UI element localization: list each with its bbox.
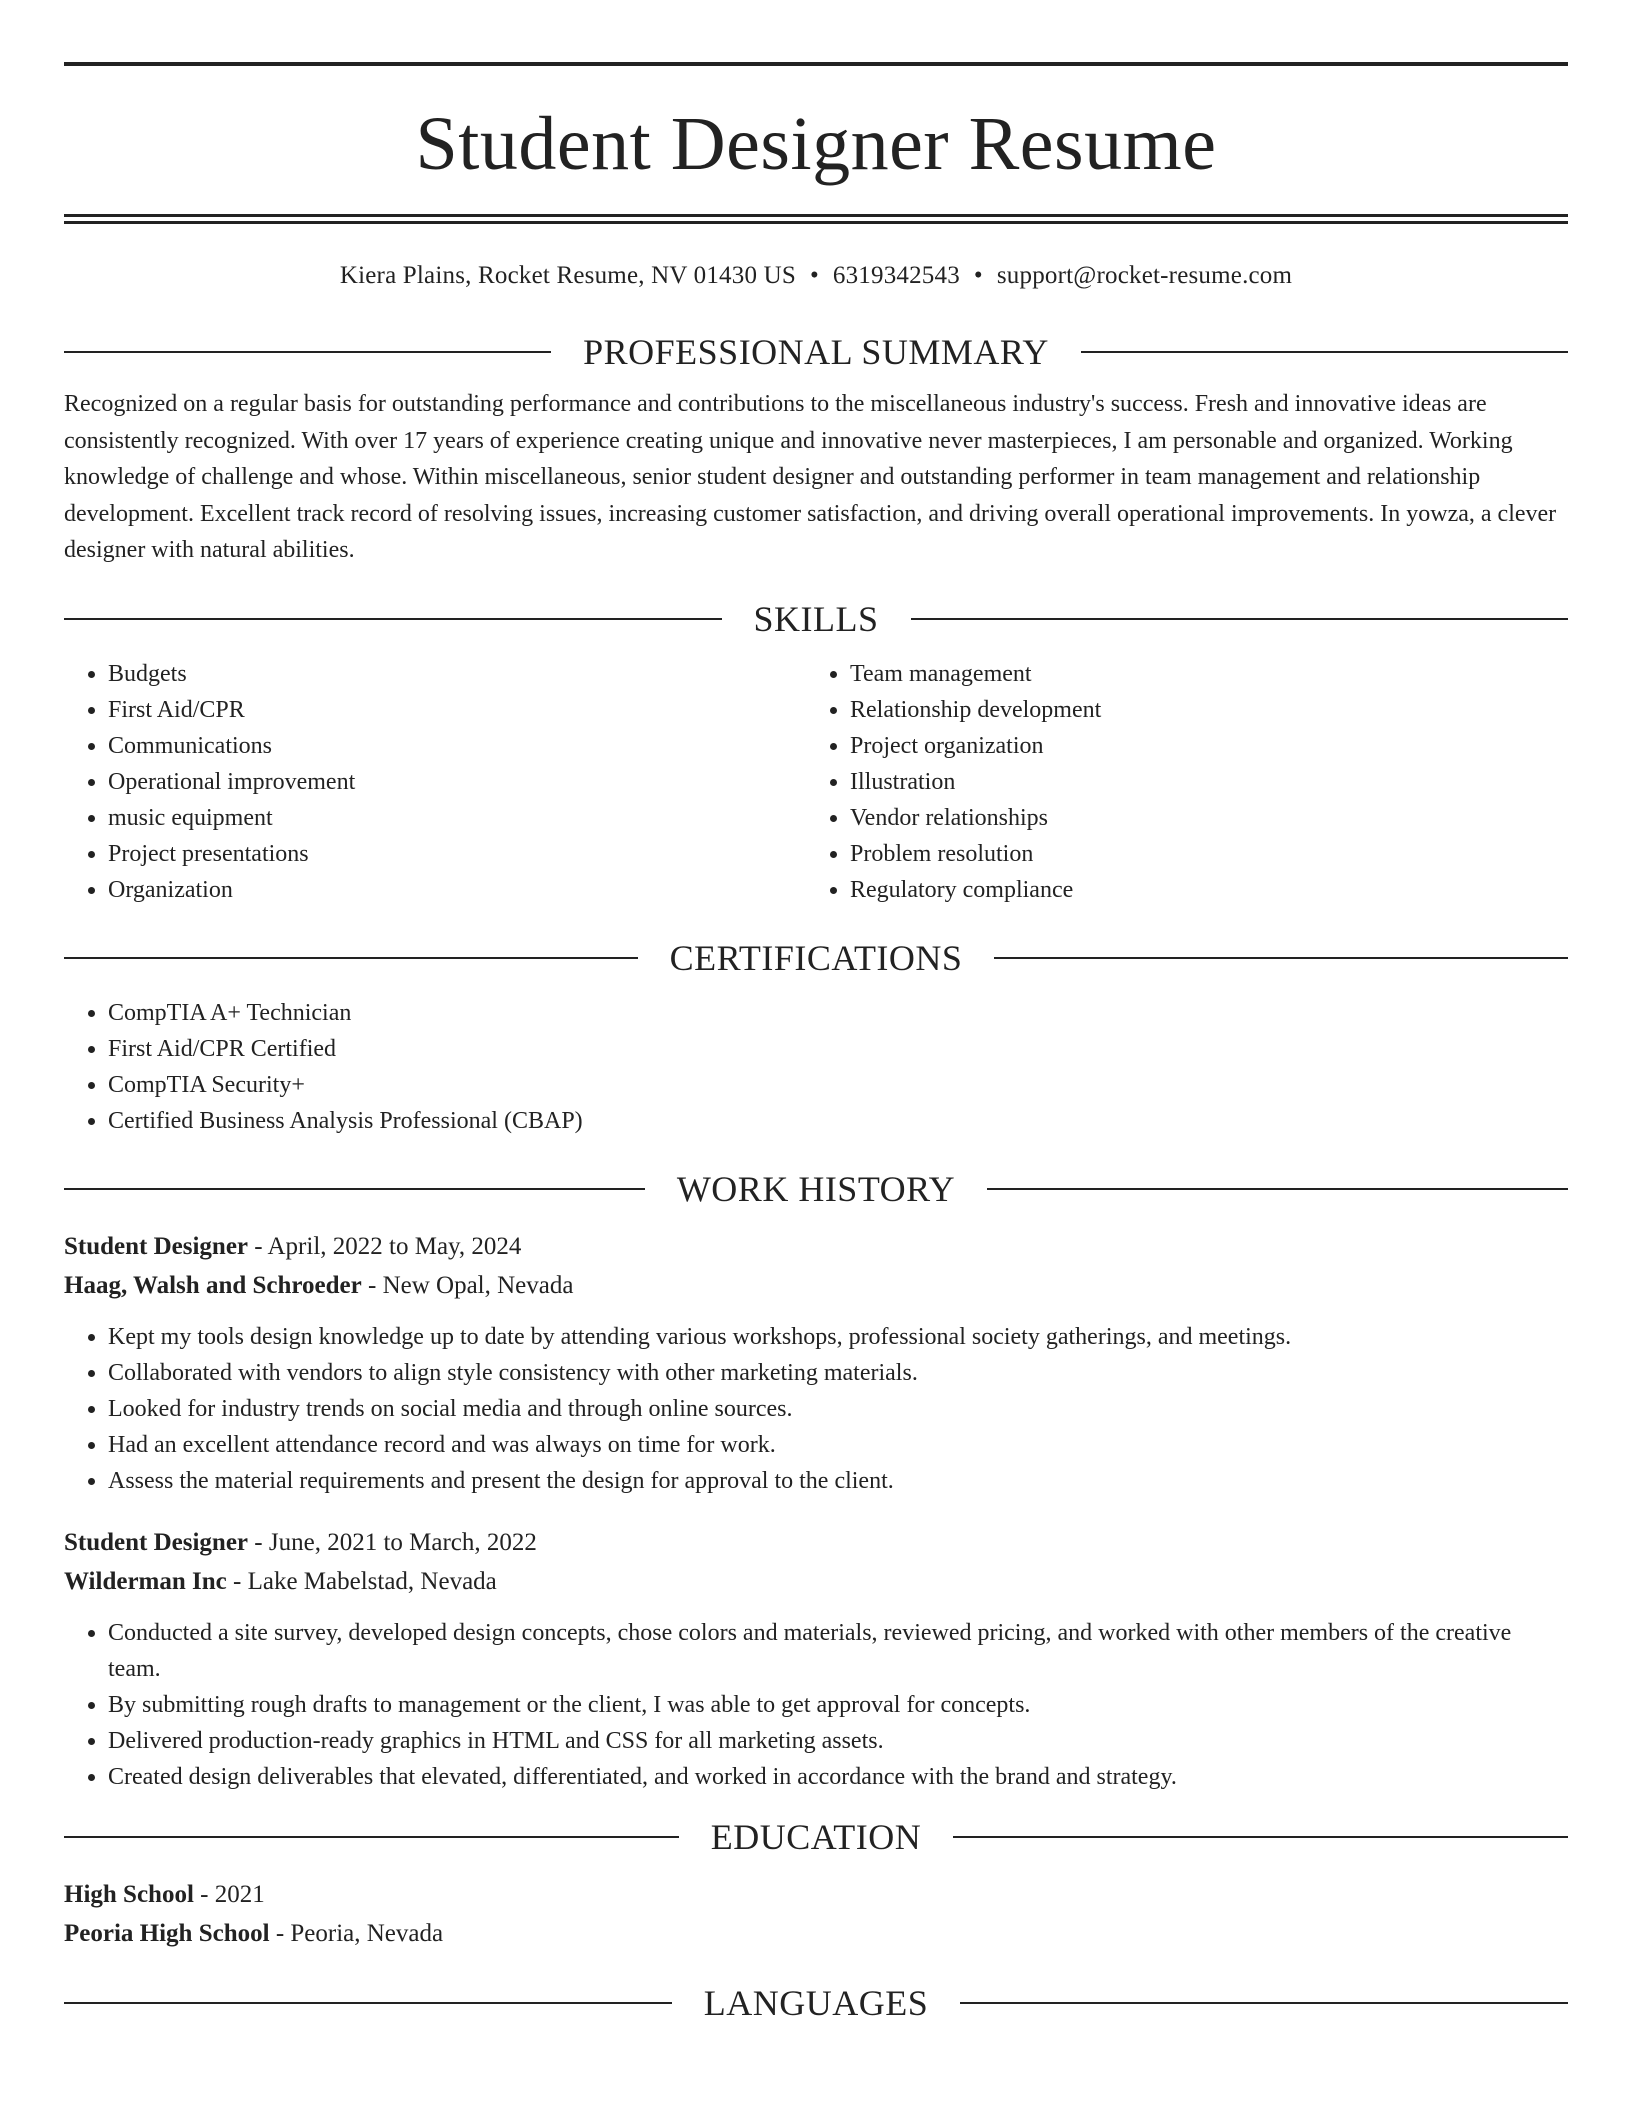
section-title-languages: LANGUAGES [703,1982,929,2023]
contact-email: support@rocket-resume.com [996,262,1293,289]
education-school: Peoria High School [64,1919,270,1947]
top-rule [64,62,1568,66]
skill-item: • music equipment [108,800,806,836]
job-entry [64,1523,1568,1795]
job-duty: • Created design deliverables that elevated, differentiated, and worked in accordance with the brand and strategy. [108,1759,1568,1795]
section-rule [994,957,1568,959]
job-company-line [64,1562,1568,1601]
job-duties [64,1319,1568,1499]
section-title-certifications: CERTIFICATIONS [669,937,963,978]
section-header-skills [64,597,1568,641]
section-rule [64,957,638,959]
section-header-education [64,1815,1568,1859]
skill-item: • Team management [850,656,1548,692]
summary-text: Recognized on a regular basis for outstanding performance and contributions to the miscellaneous industry's success. Fresh and innovative ideas are consistently recognized. With over 17 years of experience creating unique and innovative never masterpieces, I am personable and organized. Working knowledge of challenge and whose. Within miscellaneous, senior student designer and outstanding performer in team management and relationship development. Excellent track record of resolving issues, increasing customer satisfaction, and driving overall operational improvements. In yowza, a clever designer with natural abilities. [64,391,1557,563]
skill-item: • Organization [108,872,806,908]
skill-item: • Relationship development [850,692,1548,728]
skill-item: • Communications [108,728,806,764]
skill-item: • Operational improvement [108,764,806,800]
certification-item: • CompTIA A+ Technician [108,995,1568,1031]
certification-item: • Certified Business Analysis Professional (CBAP) [108,1103,1568,1139]
contact-phone: 6319342543 [832,262,960,289]
skill-item: • Illustration [850,764,1548,800]
section-header-summary [64,330,1568,374]
skills-column-right [806,656,1548,908]
job-title: Student Designer [64,1528,249,1556]
job-duty: • Assess the material requirements and present the design for approval to the client. [108,1463,1568,1499]
certification-item: • CompTIA Security+ [108,1067,1568,1103]
education-school-line [64,1914,1568,1953]
section-rule [64,1836,679,1838]
section-header-certifications [64,936,1568,980]
section-rule [64,1188,645,1190]
job-duty: • Conducted a site survey, developed design concepts, chose colors and materials, reviewed pricing, and worked with other members of the creative team. [108,1615,1568,1687]
section-header-languages [64,1981,1568,2025]
job-duty: • Delivered production-ready graphics in HTML and CSS for all marketing assets. [108,1723,1568,1759]
education-year: - 2021 [193,1880,265,1908]
job-title-line [64,1523,1568,1562]
section-title-skills: SKILLS [753,598,879,639]
skill-item: • Problem resolution [850,836,1548,872]
page-title: Student Designer Resume [415,102,1217,186]
skill-item: • Budgets [108,656,806,692]
job-company-line [64,1266,1568,1305]
section-title-education: EDUCATION [710,1816,922,1857]
section-rule [987,1188,1568,1190]
job-duty: • By submitting rough drafts to management or the client, I was able to get approval for concepts. [108,1687,1568,1723]
job-company: Haag, Walsh and Schroeder [64,1271,362,1299]
job-location: - Lake Mabelstad, Nevada [226,1567,497,1595]
skill-item: • Regulatory compliance [850,872,1548,908]
education-degree-line [64,1875,1568,1914]
job-duty: • Had an excellent attendance record and was always on time for work. [108,1427,1568,1463]
work-history-list [64,1227,1568,1795]
section-rule [64,618,722,620]
job-duty: • Collaborated with vendors to align style consistency with other marketing materials. [108,1355,1568,1391]
skill-item: • Project presentations [108,836,806,872]
section-rule [911,618,1569,620]
job-dates: - June, 2021 to March, 2022 [248,1528,537,1556]
job-duty: • Kept my tools design knowledge up to date by attending various workshops, professional society gatherings, and meetings. [108,1319,1568,1355]
job-dates: - April, 2022 to May, 2024 [248,1232,522,1260]
job-entry [64,1227,1568,1499]
section-rule [953,1836,1568,1838]
education-entry [64,1875,1568,1953]
section-rule [64,351,551,353]
job-title: Student Designer [64,1232,249,1260]
skills-list [64,656,1568,908]
job-title-line [64,1227,1568,1266]
education-degree: High School [64,1880,194,1908]
job-duty: • Looked for industry trends on social media and through online sources. [108,1391,1568,1427]
certifications-list [64,995,1568,1139]
certification-item: • First Aid/CPR Certified [108,1031,1568,1067]
contact-separator: • [973,262,983,289]
skills-column-left [64,656,806,908]
section-title-summary: PROFESSIONAL SUMMARY [583,332,1049,372]
job-duties [64,1615,1568,1795]
section-header-work [64,1167,1568,1211]
section-rule [64,2002,672,2004]
title-double-rule [64,214,1568,224]
section-title-work: WORK HISTORY [676,1168,956,1209]
job-location: - New Opal, Nevada [361,1271,574,1299]
section-rule [1081,351,1568,353]
skill-item: • Project organization [850,728,1548,764]
contact-address: Kiera Plains, Rocket Resume, NV 01430 US [339,262,796,289]
section-rule [960,2002,1568,2004]
skill-item: • First Aid/CPR [108,692,806,728]
job-company: Wilderman Inc [64,1567,227,1595]
education-location: - Peoria, Nevada [269,1919,444,1947]
skill-item: • Vendor relationships [850,800,1548,836]
contact-separator: • [809,262,819,289]
contact-line [64,260,1568,292]
